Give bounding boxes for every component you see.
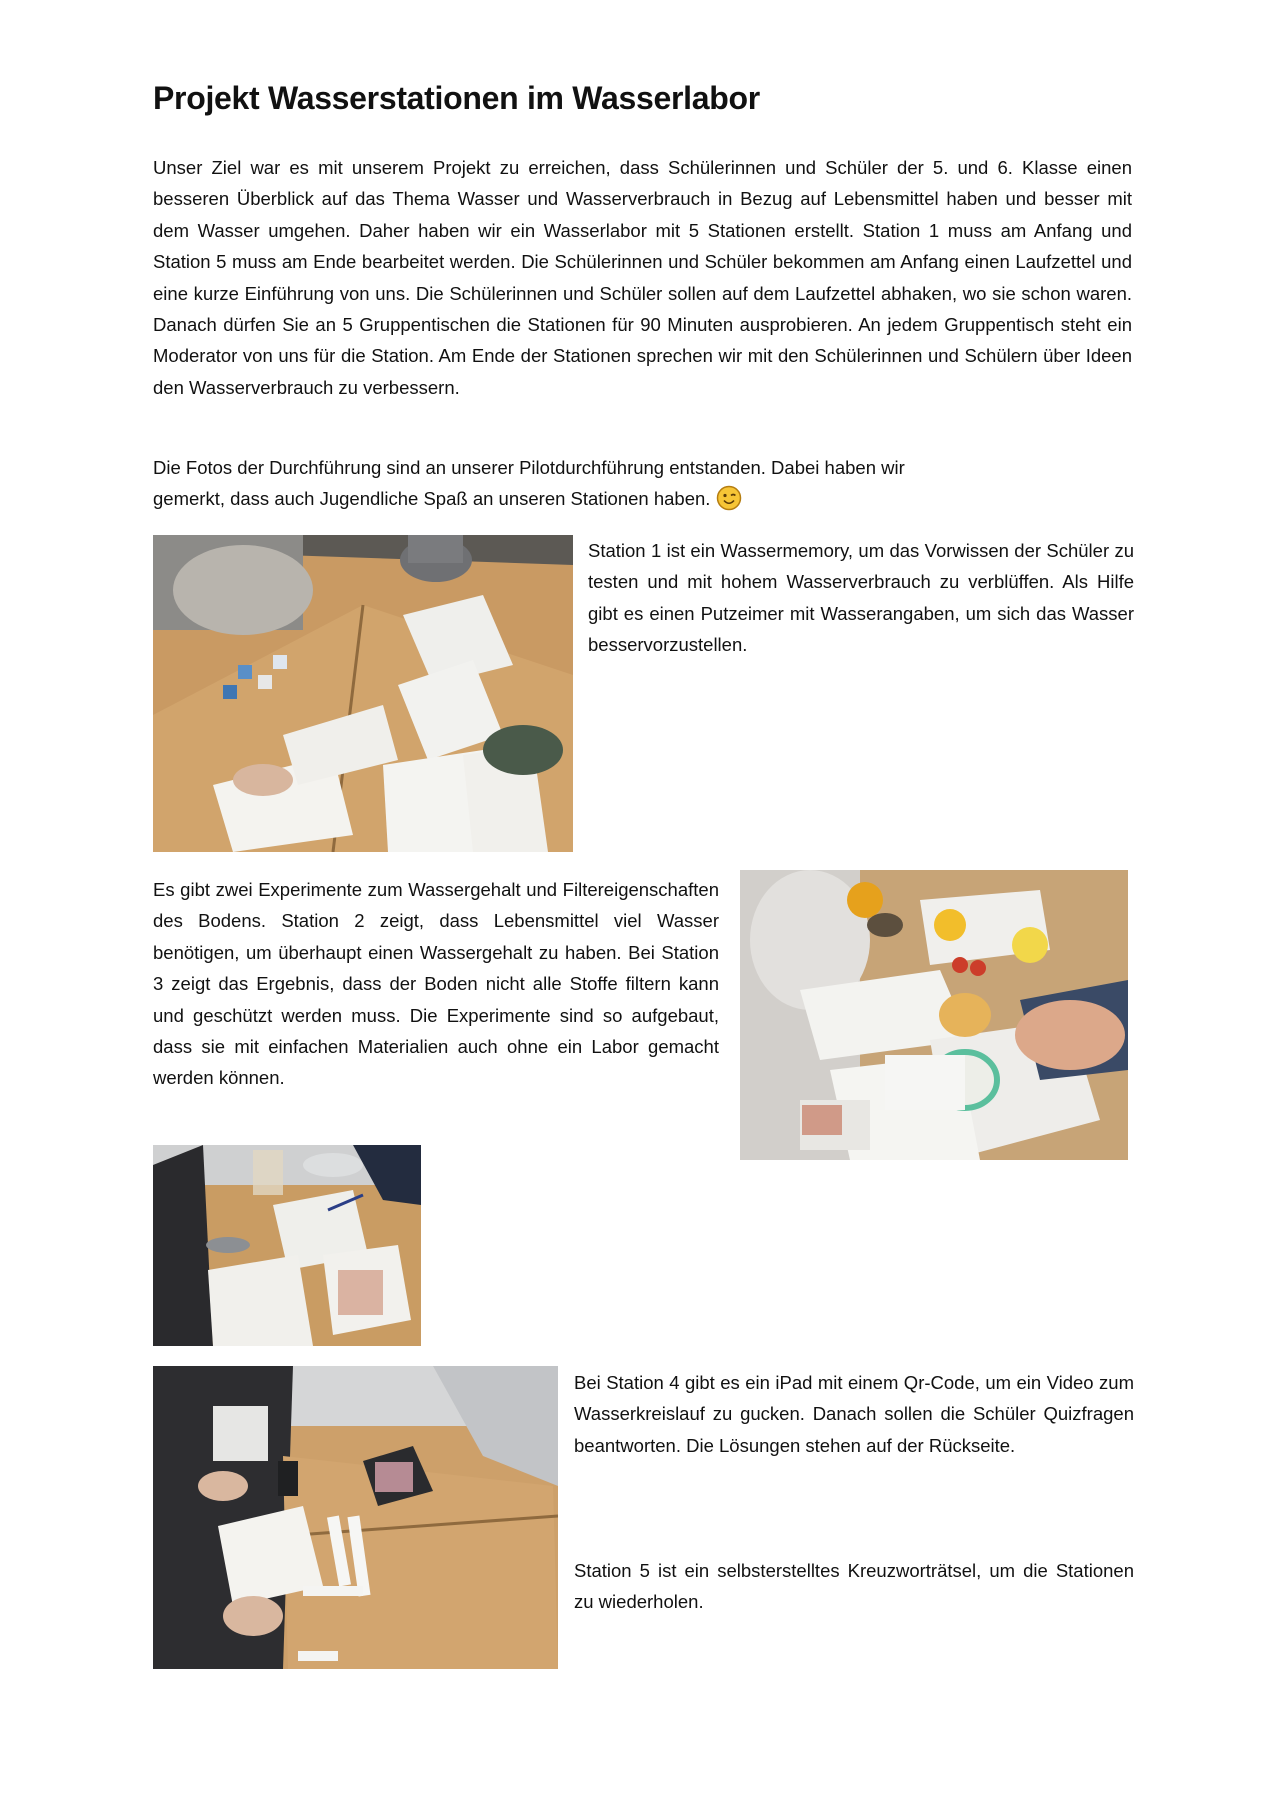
photos-note-line-2: gemerkt, dass auch Jugendliche Spaß an unseren Stationen haben.: [153, 488, 711, 510]
stations-2-3-paragraph: Es gibt zwei Experimente zum Wassergehalt und Filtereigenschaften des Bodens. Station 2 zeigt, dass Lebensmittel viel Wasser benötigen, um überhaupt einen Wassergehalt zu haben. Bei Station 3 zeigt das Ergebnis, dass der Boden nicht alle Stoffe filtern kann und geschützt werden muss. Die Experimente sind so aufgebaut, dass sie mit einfachen Materialien auch ohne ein Labor gemacht werden können.: [153, 879, 719, 1089]
station-1-paragraph: Station 1 ist ein Wassermemory, um das Vorwissen der Schüler zu testen und mit hohem Wasserverbrauch zu verblüffen. Als Hilfe gibt es einen Putzeimer mit Wasserangaben, um sich das Wasser besservorzustellen.: [588, 540, 1134, 656]
station-1-photo: [153, 535, 573, 852]
station-5-paragraph: Station 5 ist ein selbsterstelltes Kreuzworträtsel, um die Stationen zu wiederholen.: [574, 1560, 1134, 1613]
photos-note-line-1: Die Fotos der Durchführung sind an unserer Pilotdurchführung entstanden. Dabei haben wir: [153, 457, 905, 478]
intro-paragraph: Unser Ziel war es mit unserem Projekt zu erreichen, dass Schülerinnen und Schüler der 5. und 6. Klasse einen besseren Überblick auf das Thema Wasser und Wasserverbrauch in Bezug auf Lebensmittel haben und besser mit dem Wasser umgehen. Daher haben wir ein Wasserlabor mit 5 Stationen erstellt. Station 1 muss am Anfang und Station 5 muss am Ende bearbeitet werden. Die Schülerinnen und Schüler bekommen am Anfang einen Laufzettel und eine kurze Einführung von uns. Die Schülerinnen und Schüler sollen auf dem Laufzettel abhaken, wo sie schon waren. Danach dürfen Sie an 5 Gruppentischen die Stationen für 90 Minuten ausprobieren. An jedem Gruppentisch steht ein Moderator von uns für die Station. Am Ende der Stationen sprechen wir mit den Schülerinnen und Schülern über Ideen den Wasserverbrauch zu verbessern.: [153, 157, 1132, 398]
station-4-photo: [153, 1366, 558, 1669]
filter-experiment-photo: [153, 1145, 421, 1346]
photos-note-paragraph: [153, 452, 1132, 515]
page-title: Projekt Wasserstationen im Wasserlabor: [153, 80, 760, 116]
winking-face-icon: [716, 485, 742, 511]
stations-2-3-photo: [740, 870, 1128, 1160]
station-4-paragraph: Bei Station 4 gibt es ein iPad mit einem Qr-Code, um ein Video zum Wasserkreislauf zu gucken. Danach sollen die Schüler Quizfragen beantworten. Die Lösungen stehen auf der Rückseite.: [574, 1372, 1134, 1456]
